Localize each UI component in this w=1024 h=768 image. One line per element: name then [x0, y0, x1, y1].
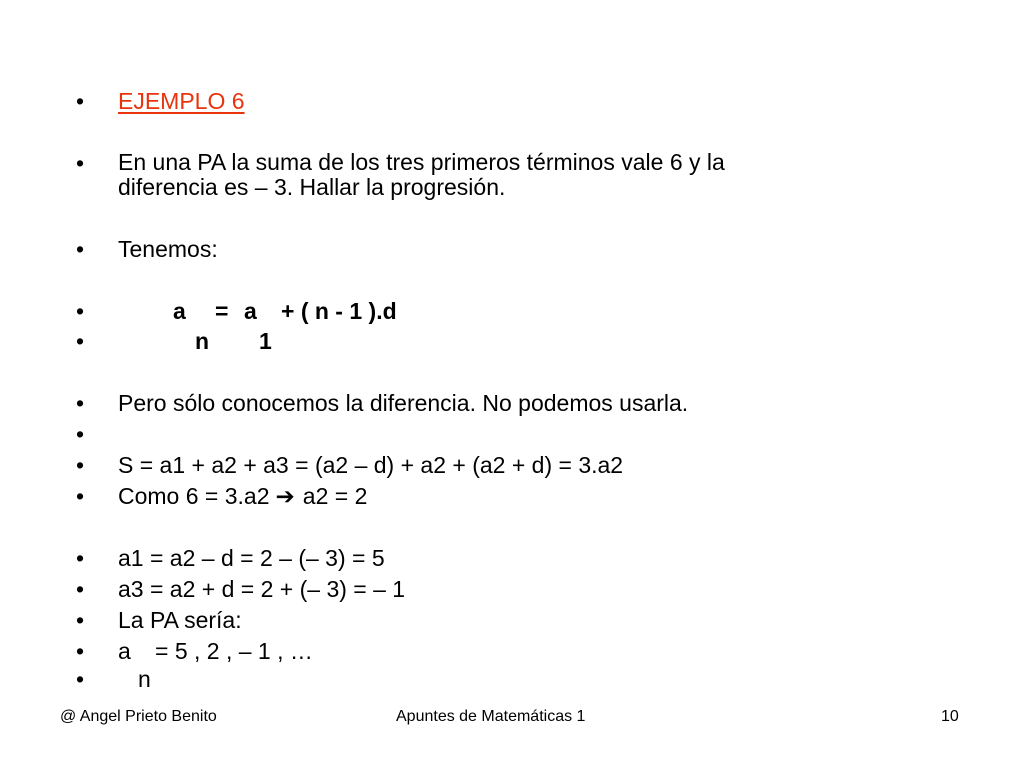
como-equation: [118, 483, 367, 509]
example-title: EJEMPLO 6: [118, 88, 245, 114]
bullet: •: [76, 236, 85, 262]
footer-author: @ Angel Prieto Benito: [60, 708, 217, 725]
arrow-right-icon: ➔: [275, 483, 295, 509]
sum-equation: S = a1 + a2 + a3 = (a2 – d) + a2 + (a2 + d) = 3.a2: [118, 452, 624, 478]
formula-sub-1: 1: [259, 328, 272, 354]
bullet: •: [76, 607, 85, 633]
formula-a-1: a: [244, 298, 257, 324]
bullet: •: [76, 545, 85, 571]
bullet: •: [76, 421, 85, 447]
bullet: •: [76, 452, 85, 478]
footer-page-number: 10: [941, 708, 959, 725]
bullet: •: [76, 390, 85, 416]
sequence-sub-n: n: [138, 666, 151, 692]
a1-equation: a1 = a2 – d = 2 – (– 3) = 5: [118, 545, 385, 571]
como-left: Como 6 = 3.a2: [118, 483, 270, 509]
como-right: a2 = 2: [302, 483, 368, 509]
bullet: •: [76, 483, 85, 509]
bullet: •: [76, 298, 85, 324]
problem-statement: En una PA la suma de los tres primeros términos vale 6 y la diferencia es – 3. Hallar la progresión.: [118, 149, 725, 200]
footer-course: Apuntes de Matemáticas 1: [396, 708, 586, 725]
pero-text: Pero sólo conocemos la diferencia. No podemos usarla.: [118, 390, 689, 416]
a3-equation: a3 = a2 + d = 2 + (– 3) = – 1: [118, 576, 406, 602]
formula-equals: =: [215, 298, 229, 324]
sequence-a: a: [118, 638, 131, 664]
formula-rest: + ( n - 1 ).d: [281, 298, 397, 324]
bullet: •: [76, 88, 85, 114]
bullet: •: [76, 576, 85, 602]
bullet: •: [76, 638, 85, 664]
sequence-values: = 5 , 2 , – 1 , …: [155, 638, 313, 664]
formula-a-n: a: [173, 298, 186, 324]
pa-seria-text: La PA sería:: [118, 607, 242, 633]
bullet: •: [76, 328, 85, 354]
formula-sub-n: n: [195, 328, 210, 354]
bullet: •: [76, 150, 85, 176]
tenemos-text: Tenemos:: [118, 236, 218, 262]
bullet: •: [76, 666, 85, 692]
